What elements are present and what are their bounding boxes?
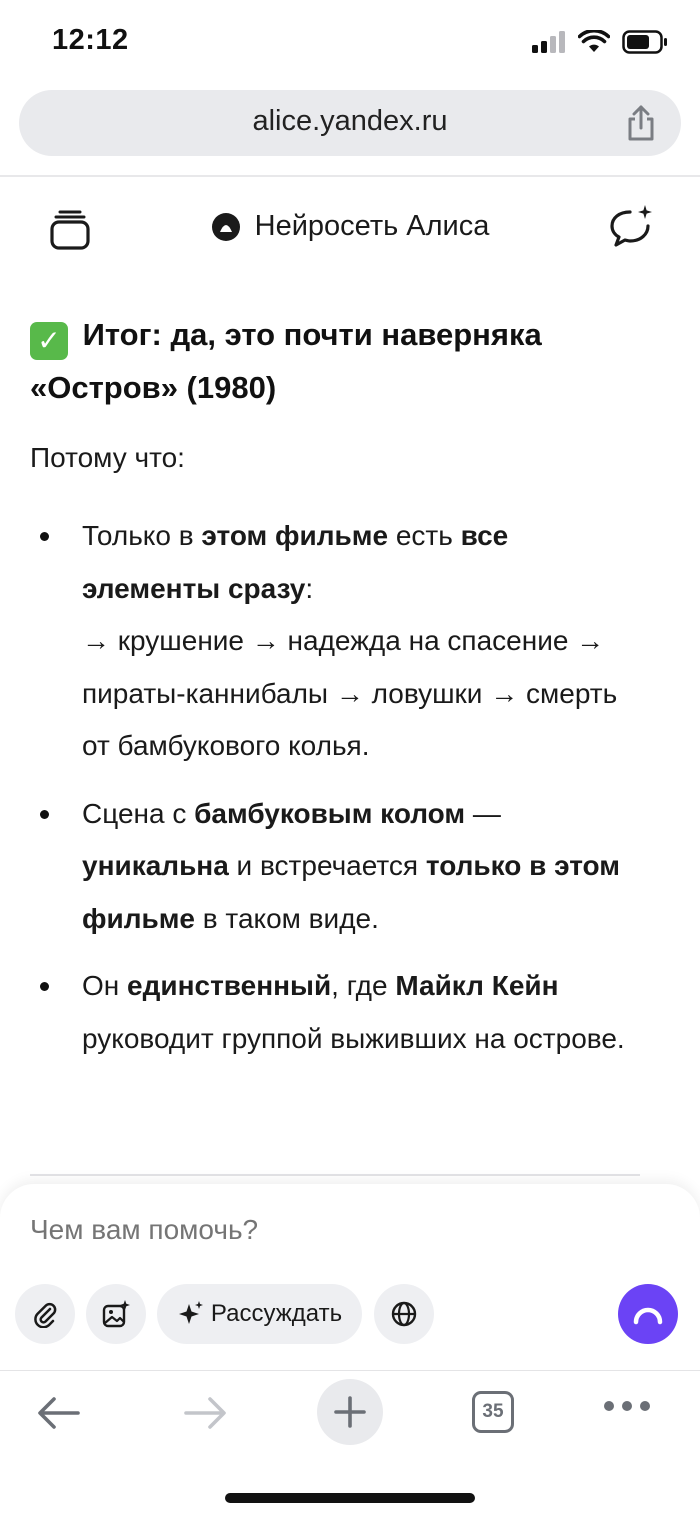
cellular-signal-icon — [532, 31, 566, 53]
more-dot — [622, 1401, 632, 1411]
bullet-text: есть — [388, 520, 461, 551]
bullet-text: и встречается — [228, 850, 426, 881]
alice-voice-button[interactable] — [618, 1284, 678, 1344]
bullet-dot — [40, 982, 49, 991]
content-divider — [30, 1174, 640, 1176]
list-item — [30, 788, 650, 946]
bullet-bold-text: только в этом фильме — [82, 850, 620, 934]
bullet-bold-text: уникальна — [82, 850, 229, 881]
status-icons — [532, 30, 668, 54]
more-menu-icon[interactable] — [604, 1401, 650, 1411]
bullet-text: руководит группой выживших на острове. — [82, 1022, 625, 1054]
new-tab-button[interactable] — [317, 1379, 383, 1445]
message-input[interactable] — [30, 1214, 590, 1246]
new-chat-icon[interactable] — [608, 204, 654, 250]
bullet-dot — [40, 810, 49, 819]
check-mark-icon: ✓ — [30, 322, 68, 360]
attach-button[interactable] — [15, 1284, 75, 1344]
plus-icon — [333, 1395, 367, 1429]
reasoning-label: Рассуждать — [210, 1300, 343, 1327]
wifi-icon — [578, 30, 610, 54]
bullet-text: : — [305, 572, 314, 604]
alice-icon — [633, 1303, 663, 1325]
battery-icon — [622, 30, 668, 54]
bullet-bold-text: Майкл Кейн — [395, 970, 559, 1001]
image-sparkle-icon — [101, 1299, 131, 1329]
bullet-text: Сцена с — [82, 797, 195, 829]
share-icon[interactable] — [625, 104, 657, 142]
answer-intro: Потому что: — [30, 442, 185, 473]
more-dot — [604, 1401, 614, 1411]
header-title[interactable] — [0, 210, 700, 243]
url-text[interactable]: alice.yandex.ru — [252, 105, 448, 137]
bullet-text: — — [465, 797, 501, 829]
list-item — [30, 960, 650, 1065]
browser-toolbar — [0, 1370, 700, 1516]
bullet-dot — [40, 532, 49, 541]
app-header — [0, 190, 700, 270]
bullet-text: → крушение → надежда на спасение → пираты-каннибалы → ловушки → смерть от бамбукового колья. — [82, 625, 618, 761]
bullet-bold-text: бамбуковым колом — [194, 797, 466, 829]
address-bar[interactable] — [19, 90, 681, 156]
alice-logo-icon — [211, 212, 241, 242]
answer-heading-text: Итог: да, это почти наверняка «Остров» (1980) — [30, 317, 542, 405]
list-item — [30, 510, 650, 773]
composer — [0, 1184, 700, 1370]
image-button[interactable] — [86, 1284, 146, 1344]
bullet-bold-text: все элементы сразу — [82, 520, 509, 604]
answer-bullets — [30, 510, 650, 1065]
header-title-text: Нейросеть Алиса — [254, 210, 490, 242]
bullet-bold-text: этом фильме — [201, 520, 389, 551]
tabs-counter-button[interactable]: 35 — [472, 1391, 514, 1433]
answer-content — [30, 308, 650, 1080]
bullet-text: , где — [331, 970, 396, 1001]
status-time: 12:12 — [52, 24, 129, 56]
paperclip-icon — [31, 1300, 59, 1328]
bullet-text: Только в — [82, 520, 202, 551]
forward-arrow-icon[interactable] — [182, 1395, 228, 1431]
answer-heading — [30, 308, 650, 414]
bullet-text: в таком виде. — [195, 902, 379, 934]
back-arrow-icon[interactable] — [36, 1395, 82, 1431]
more-dot — [640, 1401, 650, 1411]
sparkle-icon — [177, 1300, 205, 1328]
web-search-button[interactable] — [374, 1284, 434, 1344]
top-divider — [0, 175, 700, 177]
globe-icon — [390, 1300, 418, 1328]
bullet-bold-text: единственный — [127, 970, 332, 1001]
home-indicator — [225, 1493, 475, 1503]
reasoning-button[interactable] — [157, 1284, 362, 1344]
bullet-text: Он — [82, 970, 128, 1001]
status-bar — [0, 0, 700, 84]
